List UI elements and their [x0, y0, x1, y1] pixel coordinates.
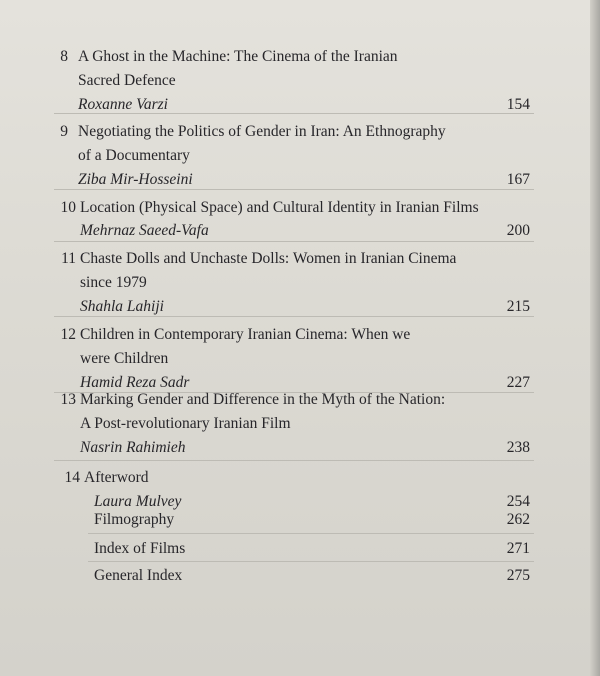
back-matter-label: Filmography [94, 511, 175, 528]
chapter-page-number: 227 [506, 374, 530, 391]
entry-divider [88, 561, 534, 562]
toc-entry-11 [0, 246, 600, 326]
chapter-page-number: 167 [506, 171, 530, 188]
chapter-page-number: 254 [506, 493, 530, 510]
back-matter-page-number: 262 [506, 511, 530, 528]
chapter-title-line-1: A Ghost in the Machine: The Cinema of the Iranian [78, 48, 398, 65]
chapter-author: Ziba Mir-Hosseini [78, 171, 193, 188]
chapter-author: Laura Mulvey [94, 493, 182, 510]
entry-divider [54, 113, 534, 114]
chapter-title-line-2: of a Documentary [78, 147, 190, 164]
chapter-title-line-1: Negotiating the Politics of Gender in Iran: An Ethnography [78, 123, 446, 140]
chapter-title-line-2: Sacred Defence [78, 72, 176, 89]
toc-entry-9 [0, 119, 600, 199]
chapter-author: Hamid Reza Sadr [80, 374, 190, 391]
chapter-title-line-1: Children in Contemporary Iranian Cinema: When we [80, 326, 411, 343]
entry-divider [54, 460, 534, 461]
chapter-page-number: 200 [506, 222, 530, 239]
chapter-number: 11 [61, 250, 76, 267]
entry-divider [54, 189, 534, 190]
chapter-title-line-1: Location (Physical Space) and Cultural Identity in Iranian Films [80, 199, 479, 216]
chapter-number: 12 [60, 326, 76, 343]
chapter-title-line-1: Marking Gender and Difference in the Myth of the Nation: [80, 391, 446, 408]
chapter-number: 9 [60, 123, 68, 140]
chapter-author: Mehrnaz Saeed-Vafa [80, 222, 209, 239]
chapter-author: Nasrin Rahimieh [80, 439, 186, 456]
chapter-number: 13 [60, 391, 76, 408]
toc-entry-8 [0, 44, 600, 124]
back-matter-page-number: 271 [506, 540, 530, 557]
entry-divider [54, 241, 534, 242]
chapter-author: Roxanne Varzi [78, 96, 168, 113]
back-matter-label: General Index [94, 567, 183, 584]
entry-divider [88, 533, 534, 534]
chapter-author: Shahla Lahiji [80, 298, 164, 315]
chapter-page-number: 238 [506, 439, 530, 456]
chapter-page-number: 154 [506, 96, 530, 113]
chapter-title-line-1: Chaste Dolls and Unchaste Dolls: Women in Iranian Cinema [80, 250, 457, 267]
chapter-title-line-1: Afterword [84, 469, 149, 486]
toc-filmography [0, 507, 600, 533]
back-matter-label: Index of Films [94, 540, 186, 557]
chapter-title-line-2: A Post-revolutionary Iranian Film [80, 415, 291, 432]
toc-general-index [0, 563, 600, 589]
chapter-title-line-2: were Children [80, 350, 169, 367]
chapter-number: 10 [60, 199, 76, 216]
chapter-number: 14 [64, 469, 80, 486]
toc-index-of-films [0, 536, 600, 562]
chapter-title-line-2: since 1979 [80, 274, 147, 291]
chapter-number: 8 [60, 48, 68, 65]
entry-divider [54, 316, 534, 317]
back-matter-page-number: 275 [506, 567, 530, 584]
toc-entry-10 [0, 195, 600, 251]
toc-entry-13 [0, 387, 600, 467]
chapter-page-number: 215 [506, 298, 530, 315]
